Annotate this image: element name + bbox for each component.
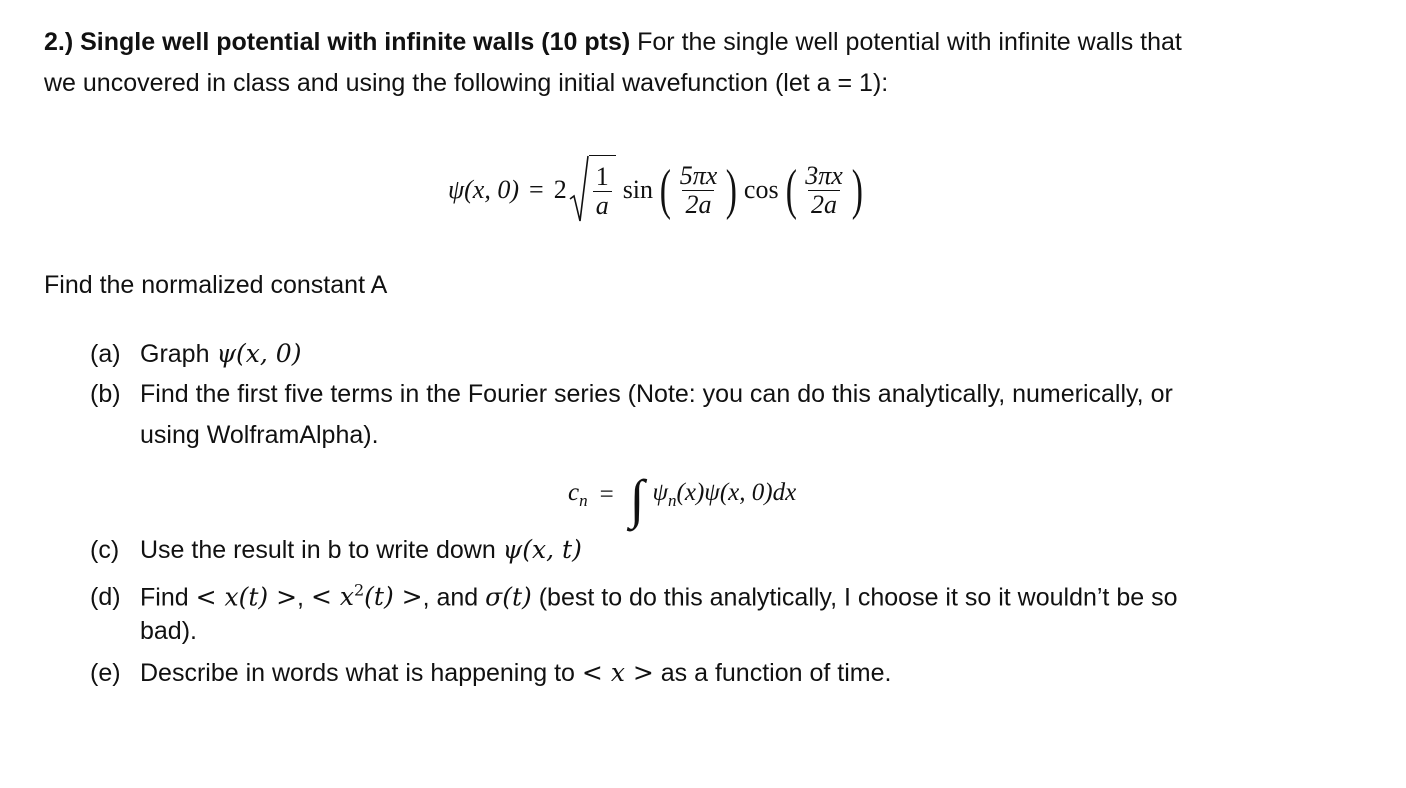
paren-close-2: ): [851, 159, 863, 221]
sqrt-denominator: a: [593, 191, 612, 220]
paren-close: ): [725, 159, 738, 221]
item-d: [90, 570, 1310, 618]
cos-numerator: 3πx: [805, 160, 843, 190]
item-d-continuation: bad).: [140, 617, 197, 645]
intro-line-1: For the single well potential with infinite walls that: [630, 28, 1182, 56]
item-e-text-1: Describe in words what is happening to: [140, 659, 582, 687]
find-constant-text: Find the normalized constant A: [44, 271, 388, 299]
item-e-text-2: as a function of time.: [653, 659, 892, 687]
item-b-text: Find the first five terms in the Fourier series (Note: you can do this analytically, numerically, or: [140, 380, 1173, 408]
item-c: [90, 529, 1310, 571]
item-d-text-2: , and: [422, 583, 486, 612]
problem-intro: [44, 22, 1344, 104]
integral-sign: ∫: [629, 469, 645, 529]
fourier-coefficient-equation: [568, 468, 797, 529]
paren-open-2: (: [785, 159, 797, 221]
item-d-math-2: < $x^2(t)$ >: [310, 581, 423, 612]
paren-open: (: [659, 159, 671, 221]
initial-wavefunction-equation: [448, 140, 866, 240]
item-e: [90, 652, 1310, 694]
sin-denominator: 2a: [682, 190, 714, 219]
cn-lhs: $c_n$: [568, 479, 588, 510]
eq-equals: =: [529, 175, 544, 204]
sin-numerator: 5πx: [679, 160, 718, 190]
item-b-label: (b): [90, 380, 121, 408]
item-d-label: (d): [90, 583, 121, 612]
intro-line-2: we uncovered in class and using the following initial wavefunction (let a = 1):: [44, 69, 889, 97]
item-b: [90, 374, 1310, 415]
item-e-math: < x >: [581, 658, 654, 687]
item-e-label: (e): [90, 659, 121, 687]
cn-integrand: $\psi_n(x)\psi(x$, 0)dx: [652, 479, 797, 510]
sqrt-term: [569, 155, 616, 225]
item-b-continuation: using WolframAlpha).: [140, 421, 379, 449]
item-d-math-3: σ(t): [485, 582, 532, 612]
sin-argument: [677, 162, 721, 219]
radical-sign: [569, 155, 589, 225]
eq-coefficient: 2: [553, 175, 567, 204]
item-d-math-1: < x(t) >: [195, 582, 298, 612]
eq-lhs: ψ(x, 0): [448, 175, 520, 204]
problem-heading: 2.) Single well potential with infinite walls (10 pts): [44, 28, 631, 56]
item-c-label: (c): [90, 536, 120, 564]
item-d-text-1: Find: [140, 583, 196, 612]
item-a-text: Graph: [140, 340, 217, 368]
cos-denominator: 2a: [808, 190, 840, 219]
cos-argument: [802, 162, 846, 219]
item-d-sep: ,: [297, 583, 311, 612]
sqrt-numerator: 1: [595, 162, 609, 191]
item-c-text: Use the result in b to write down: [140, 536, 503, 564]
sin-function: sin: [622, 175, 654, 204]
cn-equals: =: [599, 481, 614, 508]
item-a: [90, 333, 1310, 375]
item-a-math: ψ(x, 0): [216, 339, 302, 368]
sqrt-fraction: [593, 163, 612, 220]
cos-function: cos: [743, 175, 779, 204]
item-d-text-3: (best to do this analytically, I choose it so it wouldn’t be so: [531, 583, 1178, 612]
item-a-label: (a): [90, 340, 121, 368]
item-c-math: ψ(x, t): [502, 535, 582, 564]
